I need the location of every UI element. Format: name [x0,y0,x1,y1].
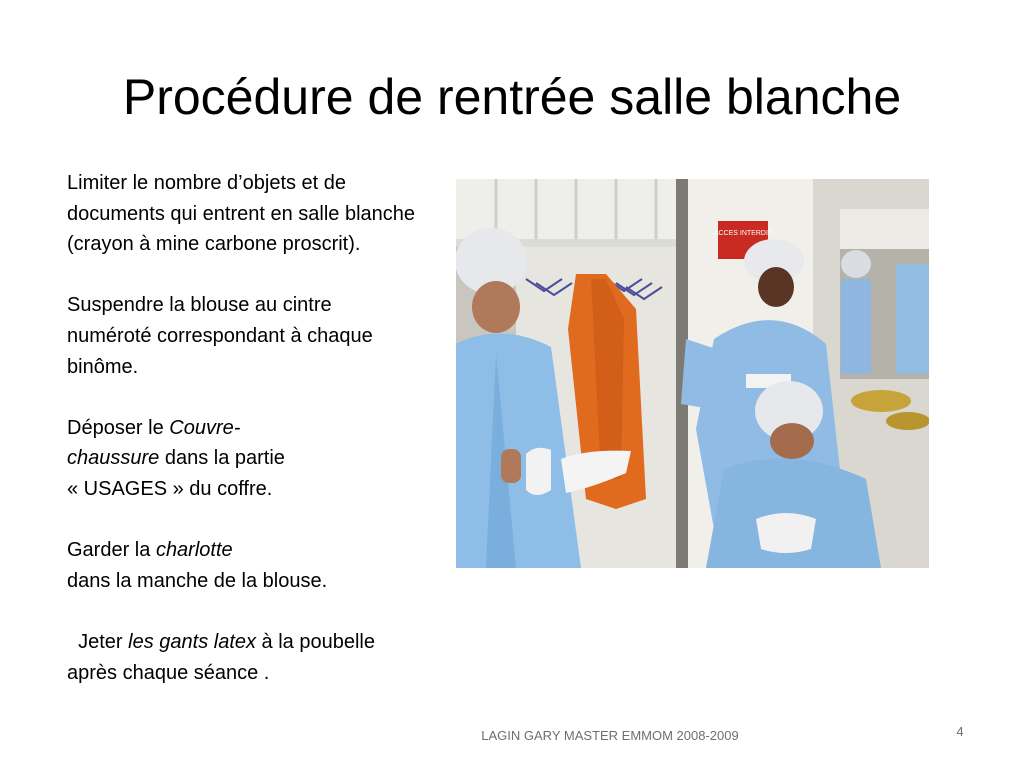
text-run: Déposer le [67,416,170,439]
slide-title: Procédure de rentrée salle blanche [122,69,902,125]
paragraph-shoe-covers [67,413,417,505]
text-run: Garder la [67,539,156,562]
text-run-italic: chaussure [67,447,160,470]
paragraph-hang-gown: Suspendre la blouse au cintre numéroté correspondant à chaque binôme. [67,294,373,378]
text-run: à la poubelle après chaque séance . [67,630,375,684]
text-run-italic: Couvre- [169,416,241,439]
slide-body [67,168,417,688]
slide-number: 4 [956,724,964,739]
paragraph-gloves [67,627,417,688]
text-run-italic: les gants latex [128,630,256,653]
text-run-italic: charlotte [155,539,233,562]
slide-footer: LAGIN GARY MASTER EMMOM 2008-2009 [481,728,739,743]
paragraph-hair-cap [67,535,417,596]
text-run: « USAGES » du coffre. [67,477,273,500]
text-run: Jeter [67,630,129,653]
text-run: dans la partie [159,447,285,470]
cleanroom-photo [456,179,929,568]
paragraph-limit-objects: Limiter le nombre d’objets et de documents qui entrent en salle blanche (crayon à mine carbone proscrit). [67,172,416,256]
door-sign-text: ACCES INTERDIT [713,230,773,237]
text-run: dans la manche de la blouse. [67,569,328,592]
